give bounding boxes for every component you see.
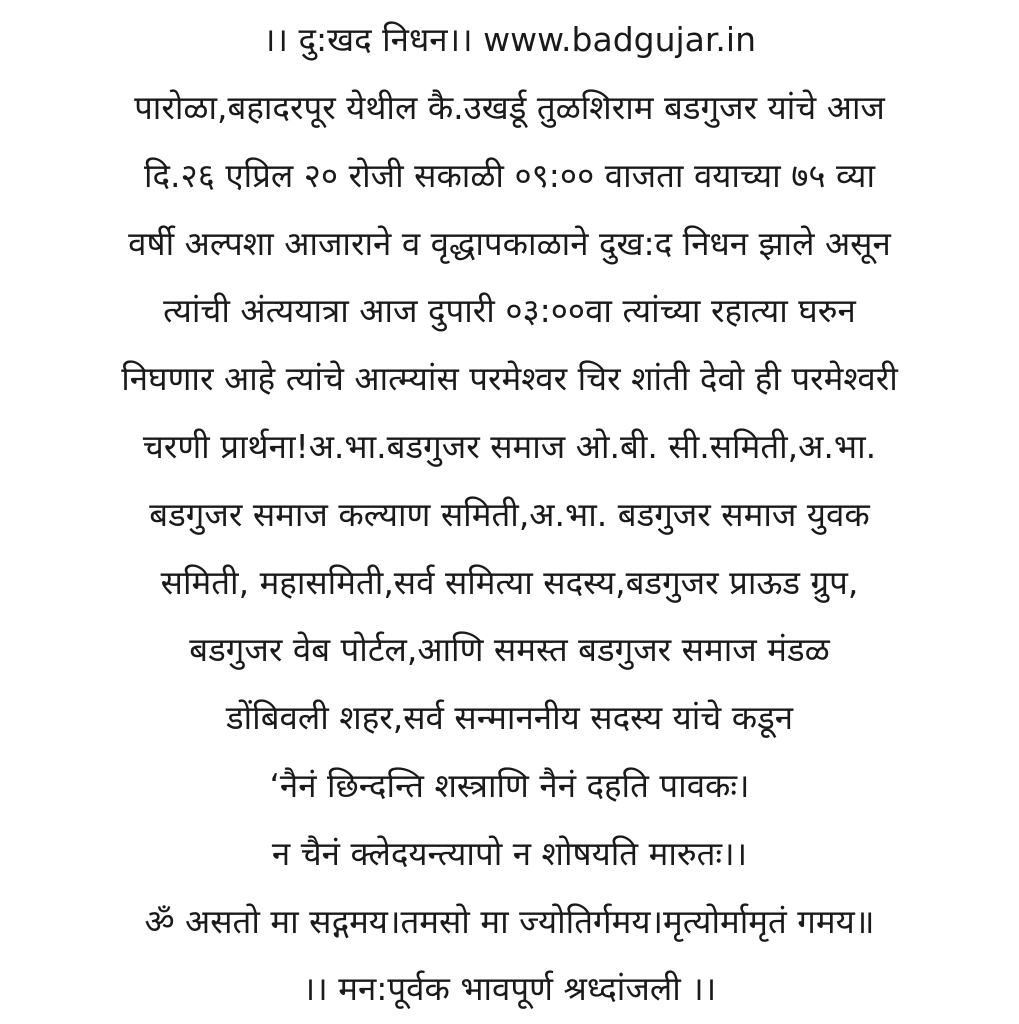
notice-body-line-10: डोंबिवली शहर,सर्व सन्माननीय सदस्य यांचे कडून [225,698,794,737]
shloka-line-1: ‘नैनं छिन्दन्ति शस्त्राणि नैनं दहति पावकः। [269,766,750,805]
tribute-closing-line: ।। मन:पूर्वक भावपूर्ण श्रध्दांजली ।। [302,969,717,1008]
shloka-line-2: न चैनं क्लेदयन्त्यापो न शोषयति मारुतः।। [271,834,748,873]
notice-body-line-2: दि.२६ एप्रिल २० रोजी सकाळी ०९:०० वाजता वयाच्या ७५ व्या [143,156,876,195]
notice-body-line-3: वर्षी अल्पशा आजाराने व वृद्धापकाळाने दुख:द निधन झाले असून [128,224,891,263]
notice-body-line-9: बडगुजर वेब पोर्टल,आणि समस्त बडगुजर समाज मंडळ [189,630,830,669]
notice-body-line-7: बडगुजर समाज कल्याण समिती,अ.भा. बडगुजर समाज युवक [149,495,870,534]
notice-body-line-6: चरणी प्रार्थना!अ.भा.बडगुजर समाज ओ.बी. सी.समिती,अ.भा. [142,427,877,466]
notice-heading-line: ।। दु:खद निधन।। www.badgujar.in [262,20,757,59]
notice-body-line-1: पारोळा,बहादरपूर येथील कै.उखर्डू तुळशिराम बडगुजर यांचे आज [134,88,885,127]
notice-body-line-5: निघणार आहे त्यांचे आत्म्यांस परमेश्वर चिर शांती देवो ही परमेश्वरी [121,359,898,398]
prayer-line: ॐ असतो मा सद्गमय।तमसो मा ज्योतिर्गमय।मृत्योर्मामृतं गमय॥ [144,902,875,941]
notice-body-line-4: त्यांची अंत्ययात्रा आज दुपारी ०३:००वा त्यांच्या रहात्या घरुन [163,291,856,330]
notice-body-line-8: समिती, महासमिती,सर्व समित्या सदस्य,बडगुजर प्राऊड ग्रुप, [160,563,859,602]
